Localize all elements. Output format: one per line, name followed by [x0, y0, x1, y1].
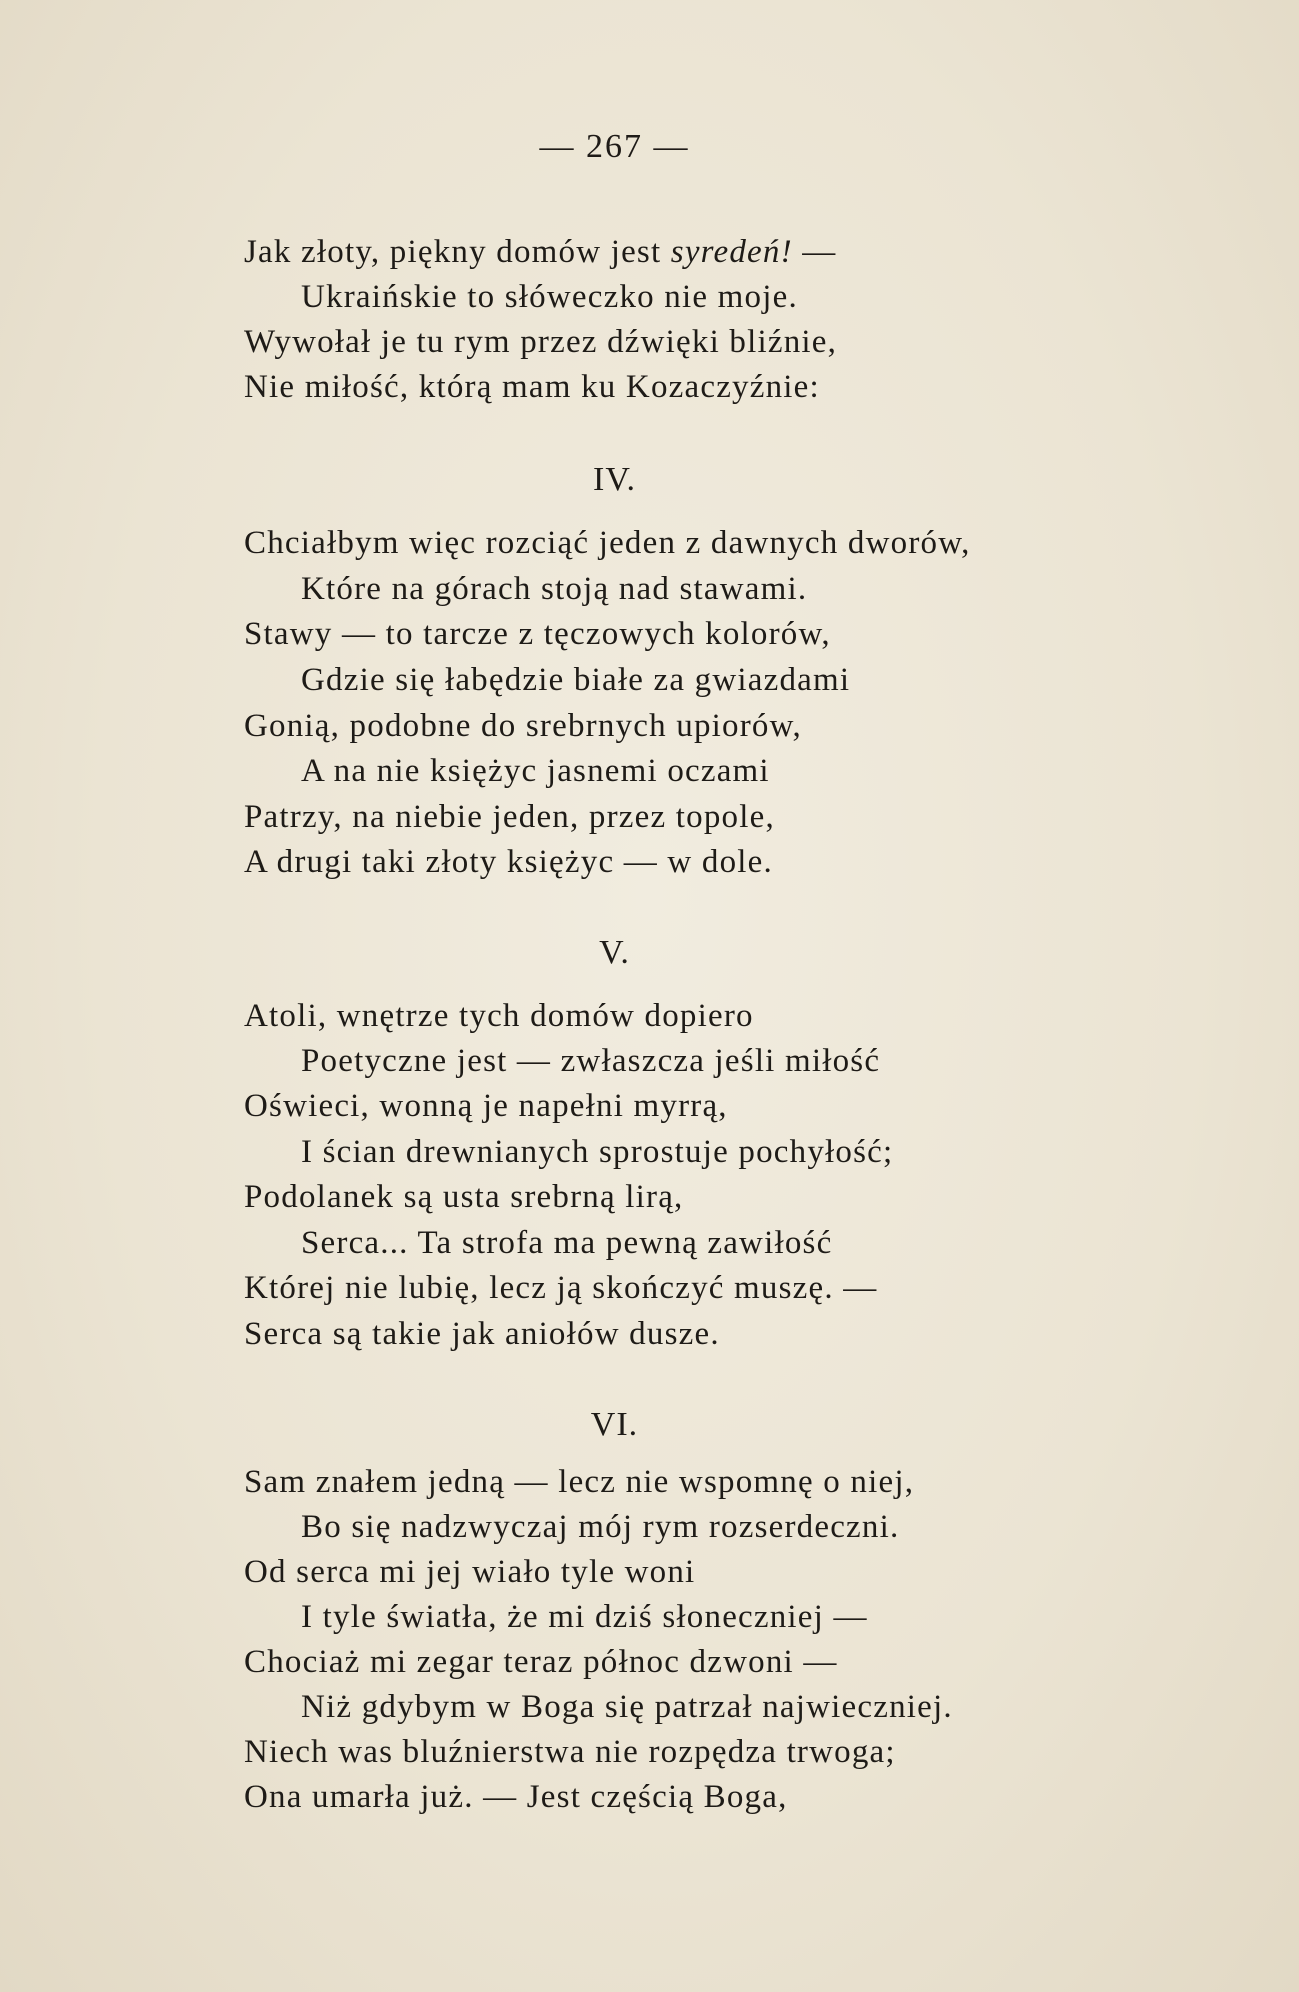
poem-line: Patrzy, na niebie jeden, przez topole,: [244, 799, 775, 835]
poem-line: Nie miłość, którą mam ku Kozaczyźnie:: [244, 369, 820, 405]
poem-line: Chciałbym więc rozciąć jeden z dawnych dworów,: [244, 525, 971, 561]
poem-line: A drugi taki złoty księżyc — w dole.: [244, 844, 773, 880]
poem-line: Wywołał je tu rym przez dźwięki bliźnie,: [244, 324, 838, 360]
poem-line: Niech was bluźnierstwa nie rozpędza trwoga;: [244, 1734, 896, 1770]
poem-line: Gdzie się łabędzie białe za gwiazdami: [301, 662, 851, 698]
section-heading-v: V.: [599, 934, 630, 971]
poem-line: Serca... Ta strofa ma pewną zawiłość: [301, 1225, 833, 1261]
poem-line: Chociaż mi zegar teraz północ dzwoni —: [244, 1644, 838, 1680]
poem-line: Podolanek są usta srebrną lirą,: [244, 1179, 684, 1215]
italic-word: syredeń!: [670, 234, 793, 270]
poem-line: Gonią, podobne do srebrnych upiorów,: [244, 708, 802, 744]
poem-line: Ona umarła już. — Jest częścią Boga,: [244, 1779, 788, 1815]
poem-line: Stawy — to tarcze z tęczowych kolorów,: [244, 616, 831, 652]
poem-line: I tyle światła, że mi dziś słoneczniej —: [301, 1599, 868, 1635]
poem-line: Bo się nadzwyczaj mój rym rozserdeczni.: [301, 1509, 900, 1545]
section-heading-iv: IV.: [593, 461, 636, 498]
poem-line: Której nie lubię, lecz ją skończyć muszę. —: [244, 1270, 878, 1306]
poem-line: Oświeci, wonną je napełni myrrą,: [244, 1088, 728, 1124]
poem-line: Serca są takie jak aniołów dusze.: [244, 1316, 720, 1352]
poem-line: I ścian drewnianych sprostuje pochyłość;: [301, 1134, 894, 1170]
poem-line: A na nie księżyc jasnemi oczami: [301, 753, 770, 789]
poem-line: Od serca mi jej wiało tyle woni: [244, 1554, 696, 1590]
page-number: — 267 —: [539, 128, 690, 165]
poem-line: Sam znałem jedną — lecz nie wspomnę o niej,: [244, 1464, 915, 1500]
poem-line: Które na górach stoją nad stawami.: [301, 571, 808, 607]
poem-line: [244, 236, 836, 269]
section-heading-vi: VI.: [590, 1406, 639, 1443]
poem-line-dash: —: [792, 234, 837, 270]
poem-line: Ukraińskie to słóweczko nie moje.: [301, 279, 798, 315]
poem-line: Atoli, wnętrze tych domów dopiero: [244, 998, 754, 1034]
poem-line-text: Jak złoty, piękny domów jest: [244, 234, 671, 270]
poem-line: Niż gdybym w Boga się patrzał najwieczniej.: [301, 1689, 953, 1725]
poem-line: Poetyczne jest — zwłaszcza jeśli miłość: [301, 1043, 881, 1079]
